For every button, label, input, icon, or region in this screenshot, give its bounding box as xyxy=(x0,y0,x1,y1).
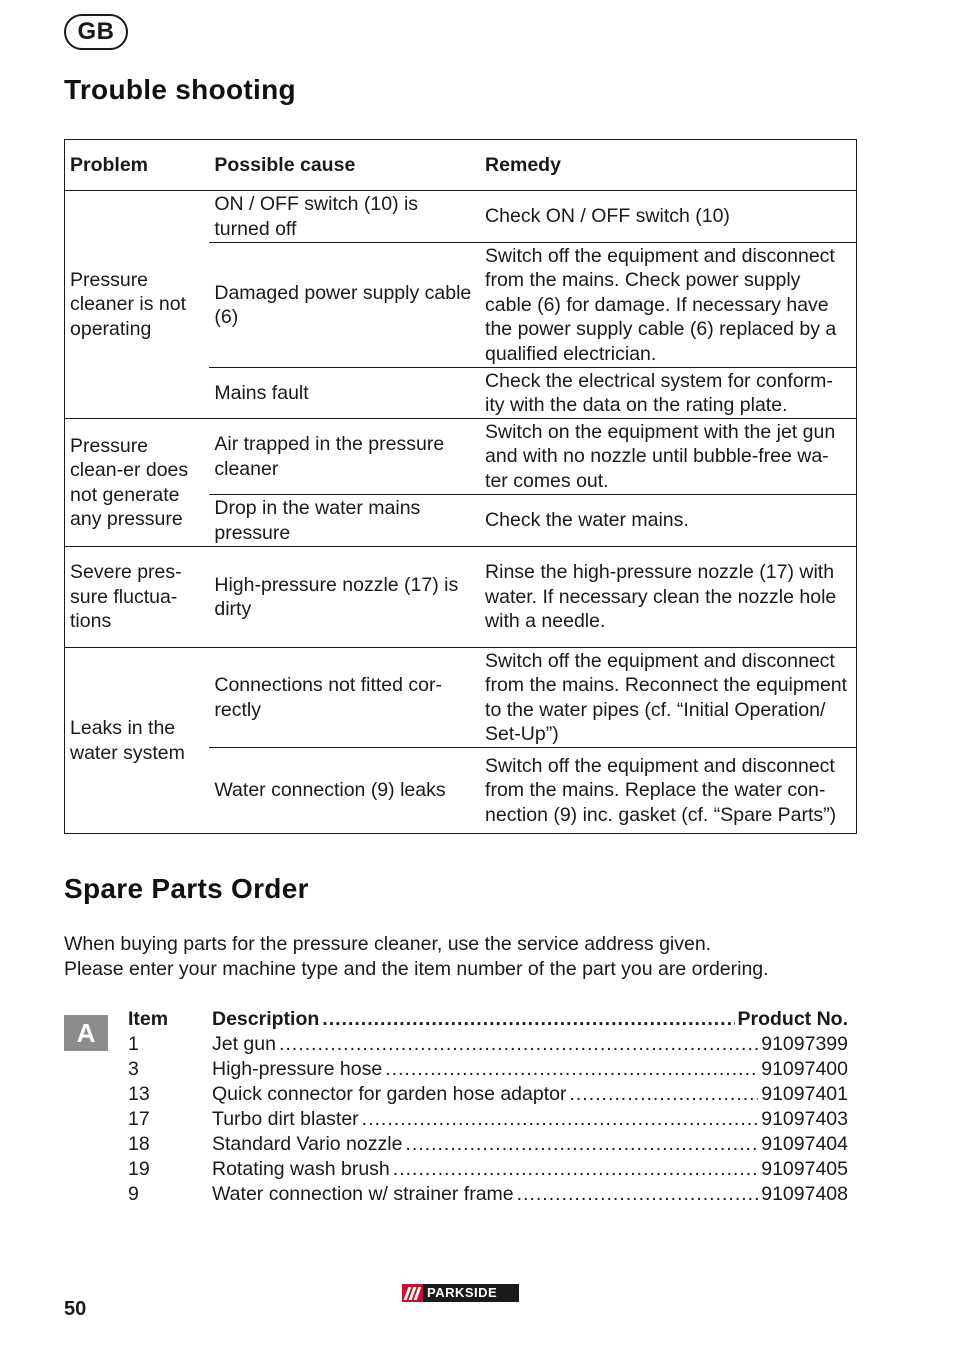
part-description: High-pressure hose xyxy=(212,1058,383,1080)
part-item: 19 xyxy=(128,1158,150,1180)
list-item xyxy=(128,1057,848,1082)
part-product-no: 91097399 xyxy=(761,1033,848,1055)
spare-parts-intro xyxy=(64,932,884,982)
remedy-cell: Switch off the equipment and disconnect from the mains. Reconnect the equipment to the water pipes (cf. “Initial Operation/ Set-Up”) xyxy=(480,648,856,748)
table-row xyxy=(65,648,857,748)
part-product-no: 91097400 xyxy=(761,1058,848,1080)
remedy-cell: Check ON / OFF switch (10) xyxy=(480,191,856,243)
part-description: Standard Vario nozzle xyxy=(212,1133,403,1155)
dot-leader xyxy=(362,1107,759,1132)
remedy-cell: Check the water mains. xyxy=(480,495,856,547)
list-item xyxy=(128,1032,848,1057)
dot-leader xyxy=(569,1082,758,1107)
remedy-cell: Switch off the equipment and disconnect from the mains. Replace the water con-nection (9) inc. gasket (cf. “Spare Parts”) xyxy=(480,748,856,834)
part-item: 1 xyxy=(128,1033,139,1055)
column-header-problem: Problem xyxy=(65,140,210,191)
brand-name: PARKSIDE xyxy=(423,1284,519,1302)
dot-leader xyxy=(405,1132,758,1157)
part-product-no: 91097403 xyxy=(761,1108,848,1130)
cause-cell: High-pressure nozzle (17) is dirty xyxy=(209,547,480,648)
cause-cell: Drop in the water mains pressure xyxy=(209,495,480,547)
cause-cell: Air trapped in the pressure cleaner xyxy=(209,419,480,495)
part-item: 13 xyxy=(128,1083,150,1105)
part-item: 3 xyxy=(128,1058,139,1080)
part-item: 9 xyxy=(128,1183,139,1205)
part-description: Quick connector for garden hose adaptor xyxy=(212,1083,567,1105)
part-description: Rotating wash brush xyxy=(212,1158,390,1180)
cause-cell: Damaged power supply cable (6) xyxy=(209,243,480,368)
spare-parts-list xyxy=(128,1007,848,1207)
trouble-shooting-table xyxy=(64,139,857,834)
parts-header-row xyxy=(128,1007,848,1032)
spare-parts-title: Spare Parts Order xyxy=(64,873,309,904)
page-number: 50 xyxy=(64,1298,87,1320)
part-product-no: 91097408 xyxy=(761,1183,848,1205)
list-item xyxy=(128,1107,848,1132)
parkside-logo xyxy=(402,1284,519,1302)
problem-cell: Leaks in the water system xyxy=(65,648,210,834)
language-badge: GB xyxy=(64,14,128,50)
problem-cell: Severe pres-sure fluctua-tions xyxy=(65,547,210,648)
part-item: 18 xyxy=(128,1133,150,1155)
intro-line: Please enter your machine type and the item number of the part you are ordering. xyxy=(64,958,769,980)
problem-cell: Pressure cleaner is not operating xyxy=(65,191,210,419)
list-item xyxy=(128,1082,848,1107)
table-row xyxy=(65,547,857,648)
cause-cell: Connections not fitted cor-rectly xyxy=(209,648,480,748)
part-product-no: 91097401 xyxy=(761,1083,848,1105)
intro-line: When buying parts for the pressure cleaner, use the service address given. xyxy=(64,933,712,955)
figure-a-badge: A xyxy=(64,1015,108,1051)
remedy-cell: Switch on the equipment with the jet gun and with no nozzle until bubble-free wa-ter comes out. xyxy=(480,419,856,495)
dot-leader xyxy=(393,1157,758,1182)
remedy-cell: Switch off the equipment and disconnect from the mains. Check power supply cable (6) for damage. If necessary have the power supply cable (6) replaced by a qualified electrician. xyxy=(480,243,856,368)
list-item xyxy=(128,1132,848,1157)
column-header-cause: Possible cause xyxy=(209,140,480,191)
part-product-no: 91097405 xyxy=(761,1158,848,1180)
cause-cell: Water connection (9) leaks xyxy=(209,748,480,834)
problem-cell: Pressure clean-er does not generate any pressure xyxy=(65,419,210,547)
cause-cell: ON / OFF switch (10) is turned off xyxy=(209,191,480,243)
list-item xyxy=(128,1182,848,1207)
part-product-no: 91097404 xyxy=(761,1133,848,1155)
column-header-remedy: Remedy xyxy=(480,140,856,191)
trouble-shooting-title: Trouble shooting xyxy=(64,74,296,105)
table-header-row xyxy=(65,140,857,191)
part-description: Turbo dirt blaster xyxy=(212,1108,359,1130)
cause-cell: Mains fault xyxy=(209,368,480,419)
dot-leader xyxy=(517,1182,759,1207)
table-row xyxy=(65,419,857,495)
remedy-cell: Check the electrical system for conform-ity with the data on the rating plate. xyxy=(480,368,856,419)
part-description: Water connection w/ strainer frame xyxy=(212,1183,514,1205)
dot-leader xyxy=(385,1057,758,1082)
dot-leader xyxy=(322,1007,734,1032)
remedy-cell: Rinse the high-pressure nozzle (17) with water. If necessary clean the nozzle hole with a needle. xyxy=(480,547,856,648)
dot-leader xyxy=(279,1032,758,1057)
header-item: Item xyxy=(128,1008,169,1030)
header-product-no: Product No. xyxy=(737,1008,848,1030)
table-row xyxy=(65,191,857,243)
slashes-icon xyxy=(406,1287,419,1300)
part-description: Jet gun xyxy=(212,1033,276,1055)
list-item xyxy=(128,1157,848,1182)
header-description: Description xyxy=(212,1008,320,1030)
part-item: 17 xyxy=(128,1108,150,1130)
